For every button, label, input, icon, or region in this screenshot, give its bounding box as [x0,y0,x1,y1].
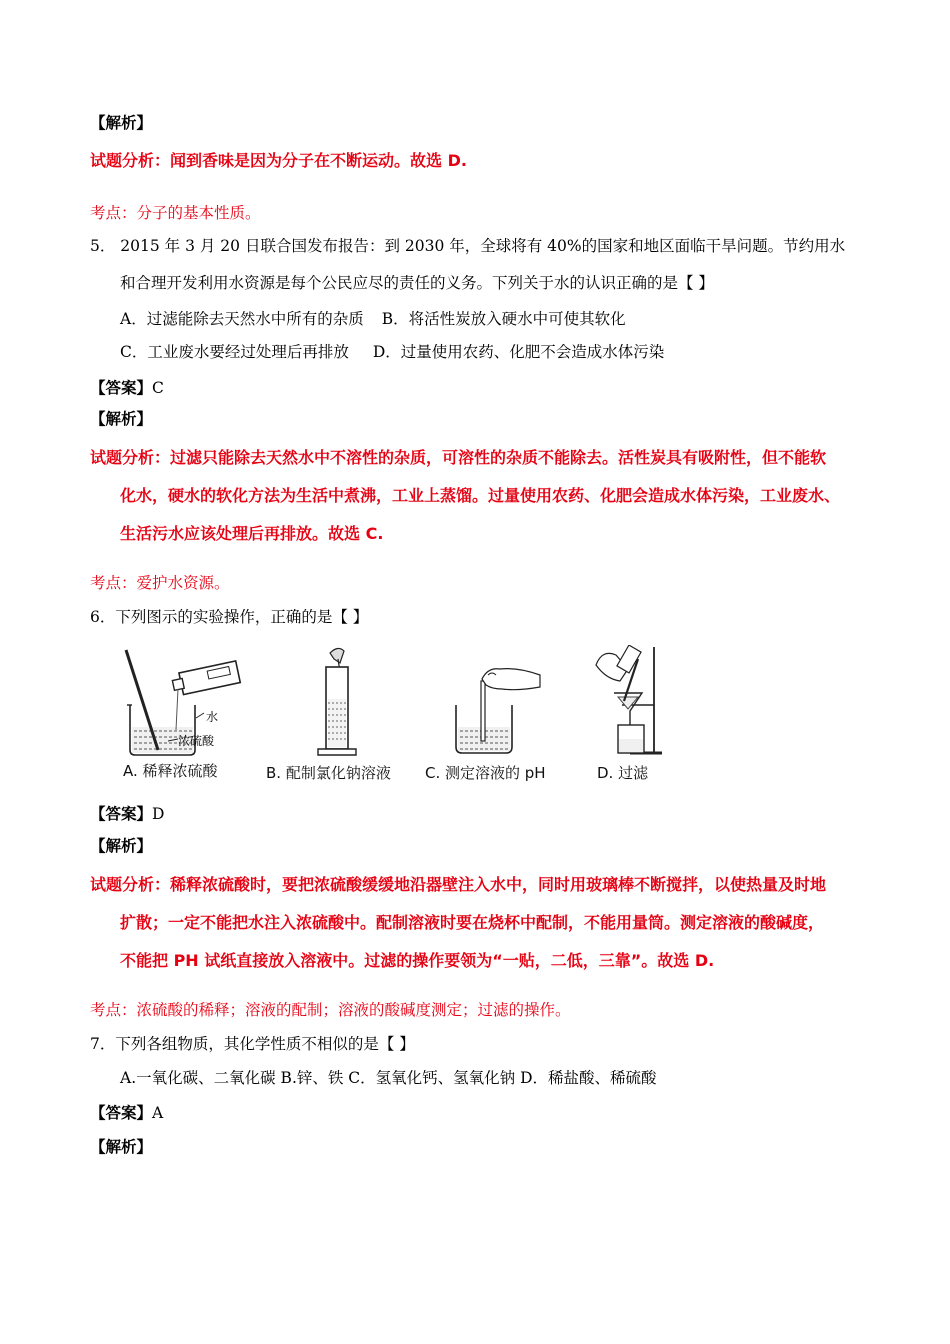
answer-value: C [152,379,164,397]
analysis-q6-line3: 不能把 PH 试纸直接放入溶液中。过滤的操作要领为“一贴，二低，三靠”。故选 D. [120,951,715,970]
label-conc-acid: 浓硫酸 [178,734,215,748]
analysis-tag-q6: 【解析】 [90,837,153,855]
figure-a-dilute-acid [118,645,248,760]
answer-tag: 【答案】 [90,805,153,823]
analysis-q6-line1: 试题分析：稀释浓硫酸时，要把浓硫酸缓缓地沿器壁注入水中，同时用玻璃棒不断搅拌，以使热量及时地 [90,875,827,894]
analysis-tag-q4: 【解析】 [90,114,153,132]
question-5-stem-line1: 5． 2015 年 3 月 20 日联合国发布报告：到 2030 年，全球将有 40%的国家和地区面临干旱问题。节约用水 [90,237,846,255]
analysis-text-q4: 试题分析：闻到香味是因为分子在不断运动。故选 D. [90,151,467,170]
caption-b: B. 配制氯化钠溶液 [266,764,391,782]
analysis-tag-q7: 【解析】 [90,1138,153,1156]
option-c: C．工业废水要经过处理后再排放 [120,343,349,361]
option-d: D．过量使用农药、化肥不会造成水体污染 [372,343,665,361]
caption-a: A. 稀释浓硫酸 [123,762,218,780]
caption-c: C. 测定溶液的 pH [425,764,546,782]
option-b: B．将活性炭放入硬水中可使其软化 [381,310,626,328]
analysis-q5-line3: 生活污水应该处理后再排放。故选 C. [120,524,384,543]
question-5-stem-line2: 和合理开发利用水资源是每个公民应尽的责任的义务。下列关于水的认识正确的是【 】 [120,274,714,292]
question-7-stem: 7．下列各组物质，其化学性质不相似的是【 】 [90,1035,415,1053]
question-5-options-row2 [120,341,664,363]
option-a: A．过滤能除去天然水中所有的杂质 [120,310,364,328]
figure-d-filtration [586,645,666,760]
label-water: 水 [206,710,219,724]
answer-value: A [152,1104,164,1122]
answer-q5 [90,377,164,399]
analysis-q6-line2: 扩散；一定不能把水注入浓硫酸中。配制溶液时要在烧杯中配制，不能用量筒。测定溶液的酸碱度， [120,913,825,932]
answer-tag: 【答案】 [90,1104,153,1122]
answer-value: D [152,805,165,823]
answer-tag: 【答案】 [90,379,153,397]
analysis-q5-line2: 化水，硬水的软化方法为生活中煮沸，工业上蒸馏。过量使用农药、化肥会造成水体污染，工业废水、 [120,486,841,505]
answer-q7 [90,1102,163,1124]
analysis-tag-q5: 【解析】 [90,410,153,428]
answer-q6 [90,803,164,825]
point-q6: 考点：浓硫酸的稀释；溶液的配制；溶液的酸碱度测定；过滤的操作。 [90,1001,571,1019]
question-6-stem: 6．下列图示的实验操作，正确的是【 】 [90,608,369,626]
figure-c-measure-ph [448,645,548,760]
caption-d: D. 过滤 [597,764,649,782]
analysis-q5-line1: 试题分析：过滤只能除去天然水中不溶性的杂质，可溶性的杂质不能除去。活性炭具有吸附性，但不能软 [90,448,827,467]
figure-b-graduated-cylinder [300,645,370,760]
question-5-options-row1 [120,308,626,330]
question-7-options: A.一氧化碳、二氧化碳 B.锌、铁 C．氢氧化钙、氢氧化钠 D．稀盐酸、稀硫酸 [120,1069,657,1087]
point-q5: 考点：爱护水资源。 [90,574,230,592]
point-q4: 考点：分子的基本性质。 [90,204,261,222]
